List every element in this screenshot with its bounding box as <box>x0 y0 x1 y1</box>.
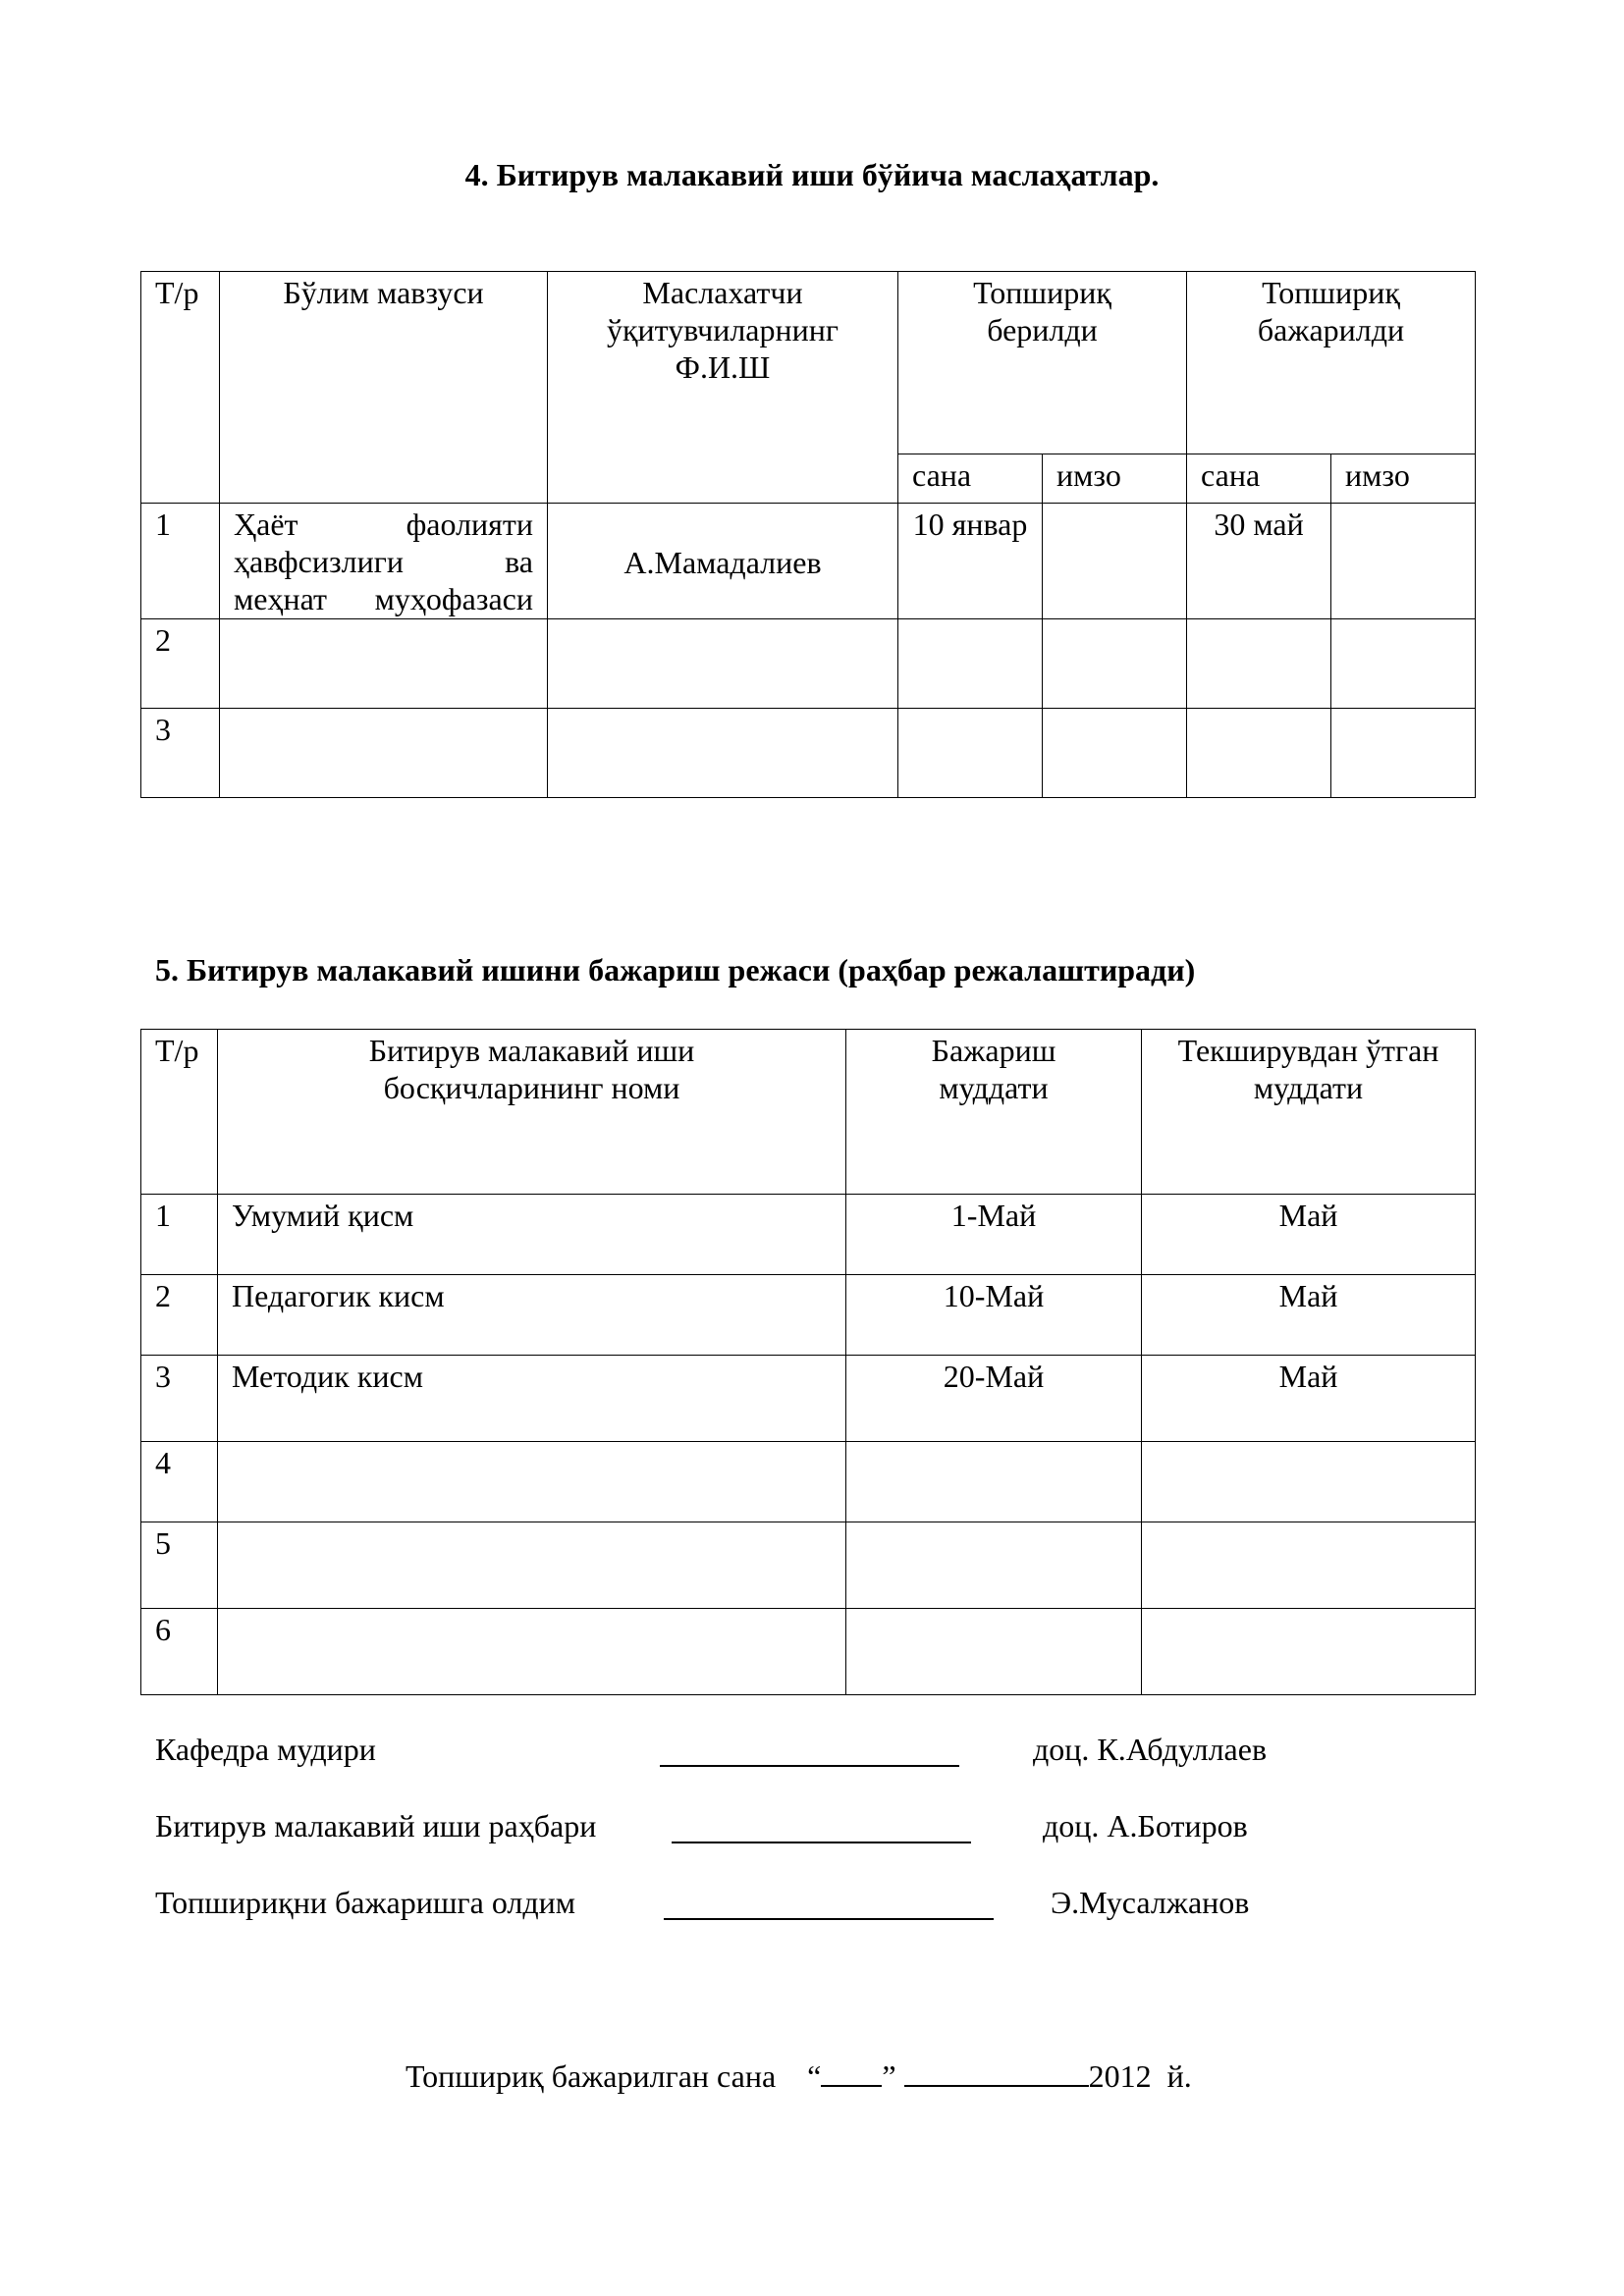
row-deadline <box>846 1522 1142 1609</box>
row-topic: Ҳаёт фаолияти ҳавфсизлиги ва меҳнат муҳофазаси <box>220 504 548 619</box>
row-deadline: 20-Май <box>846 1356 1142 1442</box>
completion-year: 2012 <box>1088 2058 1152 2094</box>
section4-title: 4. Битирув малакавий иши бўйича маслаҳатлар. <box>464 157 1160 192</box>
section5-title: 5. Битирув малакавий ишини бажариш режаси (раҳбар режалаштиради) <box>155 952 1196 988</box>
row-stage: Методик кисм <box>218 1356 846 1442</box>
row-checked <box>1142 1442 1476 1522</box>
row-done-date <box>1187 619 1331 709</box>
row-num: 2 <box>141 1275 218 1356</box>
quote-open: “ <box>807 2058 822 2094</box>
row-topic <box>220 619 548 709</box>
header-advisor: Маслахатчи ўқитувчиларнинг Ф.И.Ш <box>548 272 898 504</box>
row-checked: Май <box>1142 1356 1476 1442</box>
row-checked <box>1142 1522 1476 1609</box>
row-deadline: 1-Май <box>846 1195 1142 1275</box>
header-given-sign: имзо <box>1043 454 1187 504</box>
header-done: Топшириқ бажарилди <box>1187 272 1476 454</box>
row-stage <box>218 1522 846 1609</box>
row-topic <box>220 709 548 798</box>
header-deadline: Бажариш муддати <box>846 1030 1142 1195</box>
completion-date-label: Топшириқ бажарилган сана <box>406 2058 777 2094</box>
consultations-table <box>140 271 1476 798</box>
header-checked: Текширувдан ўтган муддати <box>1142 1030 1476 1195</box>
row-done-date <box>1187 709 1331 798</box>
row-num: 2 <box>141 619 220 709</box>
completion-date-line <box>406 2054 1192 2096</box>
row-done-sign <box>1331 619 1476 709</box>
row-checked: Май <box>1142 1275 1476 1356</box>
signature-role-supervisor: Битирув малакавий иши раҳбари <box>155 1808 597 1843</box>
day-blank <box>821 2054 882 2087</box>
header-done-date: сана <box>1187 454 1331 504</box>
row-given-date: 10 январ <box>898 504 1043 619</box>
table-row <box>141 1609 1476 1695</box>
signature-line-head <box>660 1734 959 1775</box>
plan-table <box>140 1029 1476 1695</box>
row-checked <box>1142 1609 1476 1695</box>
row-stage <box>218 1442 846 1522</box>
signature-role-student: Топшириқни бажаришга олдим <box>155 1885 576 1920</box>
table-row <box>141 1356 1476 1442</box>
row-deadline <box>846 1609 1142 1695</box>
row-given-sign <box>1043 619 1187 709</box>
year-suffix: й. <box>1166 2058 1192 2094</box>
signature-name-student: Э.Мусалжанов <box>1051 1885 1250 1920</box>
header-stage: Битирув малакавий иши босқичларининг номи <box>218 1030 846 1195</box>
row-deadline <box>846 1442 1142 1522</box>
row-stage <box>218 1609 846 1695</box>
quote-close: ” <box>882 2058 896 2094</box>
row-num: 4 <box>141 1442 218 1522</box>
signature-line-supervisor <box>672 1810 971 1851</box>
table-row <box>141 1195 1476 1275</box>
row-num: 6 <box>141 1609 218 1695</box>
table-row <box>141 1522 1476 1609</box>
row-num: 3 <box>141 709 220 798</box>
signature-name-head: доц. К.Абдуллаев <box>1033 1732 1268 1767</box>
month-blank <box>904 2054 1089 2087</box>
row-advisor: А.Мамадалиев <box>548 504 898 619</box>
row-num: 5 <box>141 1522 218 1609</box>
row-num: 1 <box>141 1195 218 1275</box>
row-done-sign <box>1331 504 1476 619</box>
table-row <box>141 709 1476 798</box>
row-advisor <box>548 709 898 798</box>
row-deadline: 10-Май <box>846 1275 1142 1356</box>
row-done-sign <box>1331 709 1476 798</box>
table-row <box>141 619 1476 709</box>
row-given-date <box>898 619 1043 709</box>
header-num: Т/р <box>141 272 220 504</box>
header-given: Топшириқ берилди <box>898 272 1187 454</box>
signature-name-supervisor: доц. А.Ботиров <box>1043 1808 1248 1843</box>
row-checked: Май <box>1142 1195 1476 1275</box>
signature-role-head: Кафедра мудири <box>155 1732 376 1767</box>
table-row <box>141 1442 1476 1522</box>
row-stage: Умумий қисм <box>218 1195 846 1275</box>
row-num: 3 <box>141 1356 218 1442</box>
header-topic: Бўлим мавзуси <box>220 272 548 504</box>
header-given-date: сана <box>898 454 1043 504</box>
header-num: Т/р <box>141 1030 218 1195</box>
row-stage: Педагогик кисм <box>218 1275 846 1356</box>
signature-line-student <box>664 1887 994 1928</box>
row-done-date: 30 май <box>1187 504 1331 619</box>
row-given-date <box>898 709 1043 798</box>
row-num: 1 <box>141 504 220 619</box>
table-row <box>141 1275 1476 1356</box>
header-done-sign: имзо <box>1331 454 1476 504</box>
row-given-sign <box>1043 709 1187 798</box>
row-advisor <box>548 619 898 709</box>
row-given-sign <box>1043 504 1187 619</box>
table-row <box>141 504 1476 619</box>
